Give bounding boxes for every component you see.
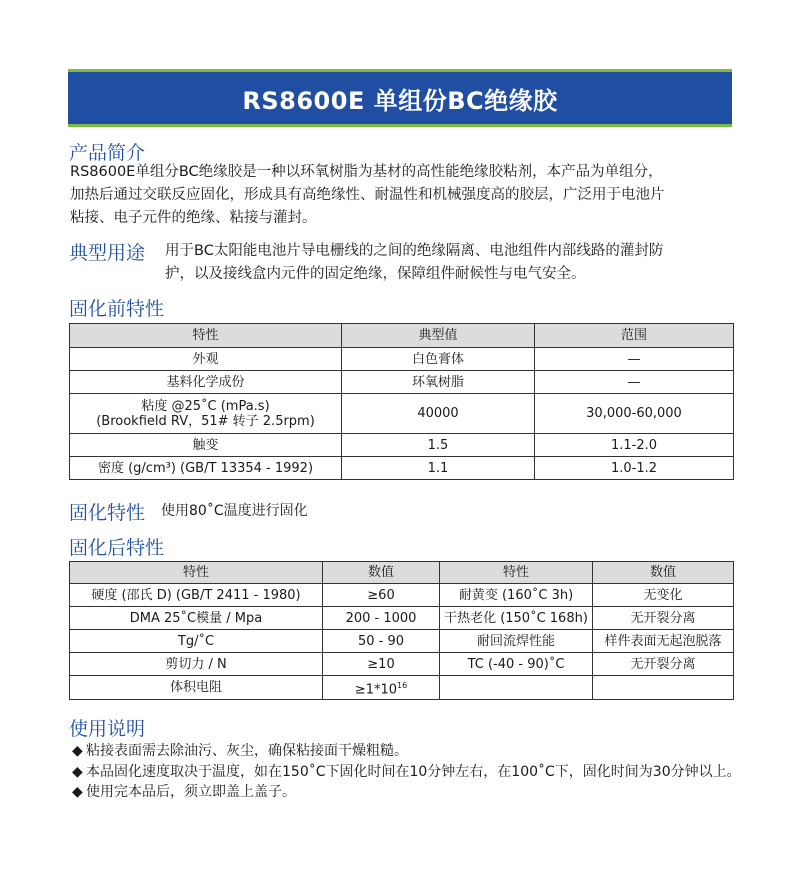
post-cure-table (69, 561, 734, 700)
table-cell: 耐回流焊性能 (440, 630, 593, 653)
header-cell: 特性 (440, 562, 593, 584)
table-cell: 无开裂分离 (593, 653, 734, 676)
diamond-bullet-icon: ◆ (72, 763, 83, 780)
header-cell: 典型值 (342, 324, 535, 348)
intro-line: 粘接、电子元件的绝缘、粘接与灌封。 (70, 210, 317, 226)
instructions-heading: 使用说明 (69, 718, 146, 740)
table-cell: 1.1-2.0 (535, 434, 734, 457)
table-cell: 样件表面无起泡脱落 (593, 630, 734, 653)
table-cell (593, 676, 734, 700)
curing-heading: 固化特性 (69, 502, 146, 524)
viscosity-label: 粘度 @25˚C (mPa.s) (141, 398, 270, 414)
header-cell: 范围 (535, 324, 734, 348)
table-cell: 体积电阻 (70, 676, 323, 700)
table-row (70, 607, 734, 630)
viscosity-method: (Brookfield RV，51# 转子 2.5rpm) (96, 413, 315, 429)
intro-heading: 产品简介 (69, 142, 146, 164)
resistivity-value: ≥1*10 (354, 682, 398, 698)
intro-line: 加热后通过交联反应固化，形成具有高绝缘性、耐温性和机械强度高的胶层，广泛用于电池片 (70, 187, 665, 203)
usage-line: 护，以及接线盒内元件的固定绝缘，保障组件耐候性与电气安全。 (165, 266, 586, 282)
table-cell: — (535, 371, 734, 394)
list-item-text: 本品固化速度取决于温度，如在150˚C下固化时间在10分钟左右，在100˚C下，固化时间为30分钟以上。 (86, 763, 741, 780)
table-cell: 硬度 (邵氏 D) (GB/T 2411 - 1980) (70, 584, 323, 607)
pre-cure-heading: 固化前特性 (69, 298, 165, 320)
table-header-row (70, 324, 734, 348)
table-row (70, 630, 734, 653)
intro-paragraph (70, 161, 665, 230)
header-cell: 数值 (593, 562, 734, 584)
table-header-row (70, 562, 734, 584)
table-cell (70, 394, 342, 434)
resistivity-exponent: 16 (397, 680, 408, 690)
list-item (72, 741, 741, 762)
table-cell: DMA 25˚C模量 / Mpa (70, 607, 323, 630)
usage-line: 用于BC太阳能电池片导电栅线的之间的绝缘隔离、电池组件内部线路的灌封防 (165, 243, 664, 259)
page-title: RS8600E 单组份BC绝缘胶 (242, 86, 558, 115)
table-cell: 50 - 90 (323, 630, 440, 653)
table-cell: 40000 (342, 394, 535, 434)
table-cell: 环氧树脂 (342, 371, 535, 394)
list-item-text: 使用完本品后，须立即盖上盖子。 (86, 784, 296, 800)
table-cell: 白色膏体 (342, 348, 535, 371)
diamond-bullet-icon: ◆ (72, 743, 83, 759)
table-cell: 触变 (70, 434, 342, 457)
table-row (70, 348, 734, 371)
table-cell: ≥60 (323, 584, 440, 607)
table-cell: Tg/˚C (70, 630, 323, 653)
table-cell: 30,000-60,000 (535, 394, 734, 434)
curing-text: 使用80˚C温度进行固化 (161, 503, 308, 519)
usage-paragraph (165, 240, 663, 286)
table-row (70, 371, 734, 394)
table-cell: 1.0-1.2 (535, 457, 734, 480)
title-banner (68, 69, 732, 127)
list-item (72, 762, 741, 783)
instructions-list (72, 741, 741, 803)
list-item (72, 782, 741, 803)
table-cell: 无开裂分离 (593, 607, 734, 630)
diamond-bullet-icon: ◆ (72, 784, 83, 800)
table-cell: 密度 (g/cm³) (GB/T 13354 - 1992) (70, 457, 342, 480)
table-cell: TC (-40 - 90)˚C (440, 653, 593, 676)
table-cell (440, 676, 593, 700)
table-row (70, 394, 734, 434)
header-cell: 特性 (70, 324, 342, 348)
table-cell: 剪切力 / N (70, 653, 323, 676)
table-cell: 基料化学成份 (70, 371, 342, 394)
table-cell: ≥10 (323, 653, 440, 676)
table-row (70, 457, 734, 480)
table-row (70, 584, 734, 607)
table-row (70, 676, 734, 700)
table-cell: — (535, 348, 734, 371)
table-cell: 外观 (70, 348, 342, 371)
list-item-text: 粘接表面需去除油污、灰尘，确保粘接面干燥粗糙。 (86, 743, 408, 759)
table-row (70, 434, 734, 457)
table-cell (323, 676, 440, 700)
table-cell: 无变化 (593, 584, 734, 607)
table-cell: 1.1 (342, 457, 535, 480)
header-cell: 数值 (323, 562, 440, 584)
table-cell: 干热老化 (150˚C 168h) (440, 607, 593, 630)
table-cell: 耐黄变 (160˚C 3h) (440, 584, 593, 607)
intro-line: RS8600E单组分BC绝缘胶是一种以环氧树脂为基材的高性能绝缘胶粘剂，本产品为单组分， (70, 164, 663, 180)
pre-cure-table (69, 323, 734, 480)
table-cell: 200 - 1000 (323, 607, 440, 630)
table-row (70, 653, 734, 676)
table-cell: 1.5 (342, 434, 535, 457)
post-cure-heading: 固化后特性 (69, 537, 165, 559)
usage-heading: 典型用途 (69, 242, 146, 264)
header-cell: 特性 (70, 562, 323, 584)
